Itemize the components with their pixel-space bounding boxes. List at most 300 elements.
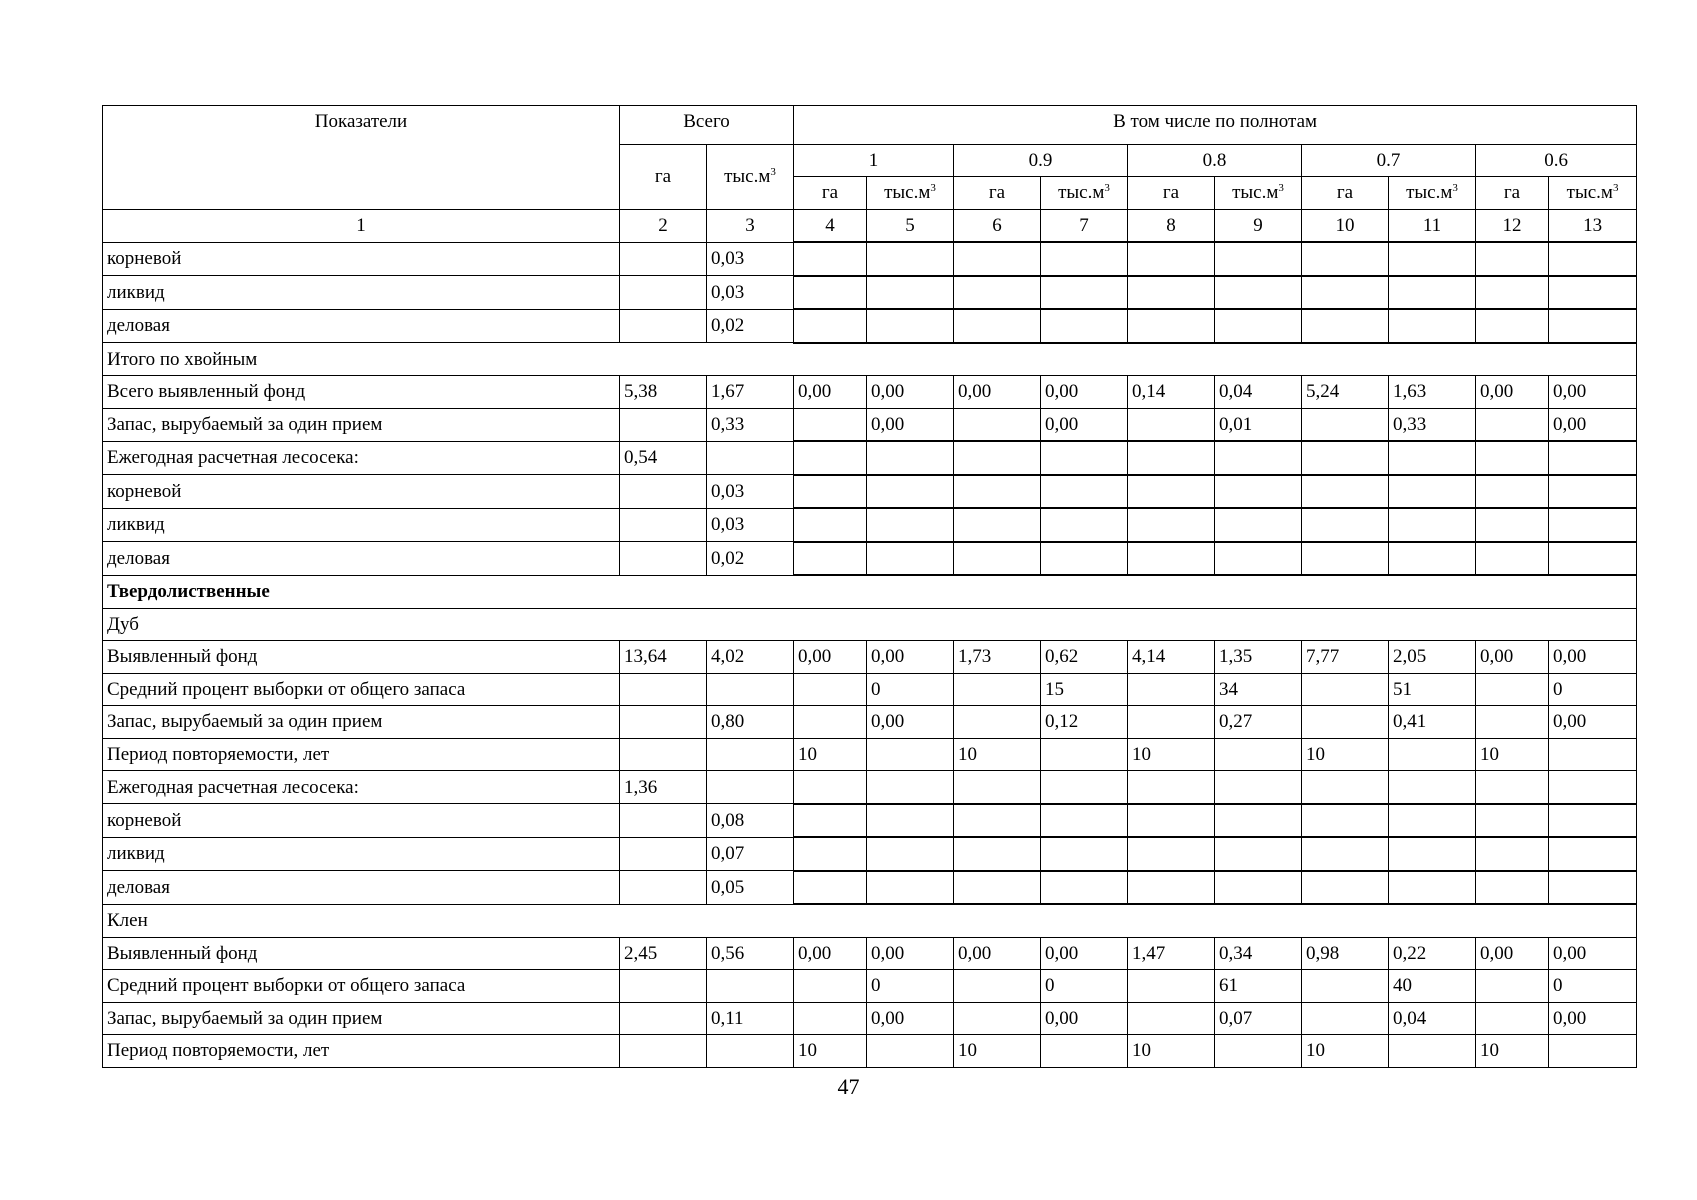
- unit-vol-header: [1041, 177, 1128, 210]
- table-cell: [1389, 771, 1476, 804]
- table-cell: [1476, 508, 1549, 542]
- unit-vol-header: [867, 177, 954, 210]
- table-cell: [954, 508, 1041, 542]
- table-cell: [620, 738, 707, 771]
- table-cell: [867, 837, 954, 871]
- table-cell: 0,00: [794, 641, 867, 674]
- table-cell: [1041, 804, 1128, 838]
- table-cell: 0,00: [867, 706, 954, 739]
- table-row: [103, 276, 1637, 310]
- table-cell: [1215, 508, 1302, 542]
- table-cell: [1128, 706, 1215, 739]
- table-cell: [1128, 804, 1215, 838]
- indicators-header: Показатели: [103, 106, 620, 210]
- table-cell: [1389, 475, 1476, 509]
- table-cell: 5,24: [1302, 376, 1389, 409]
- table-cell: 0,22: [1389, 937, 1476, 970]
- by-density-header: В том числе по полнотам: [794, 106, 1637, 145]
- table-cell: [1215, 771, 1302, 804]
- table-cell: 15: [1041, 673, 1128, 706]
- table-cell: [1549, 542, 1637, 576]
- table-cell: 0,01: [1215, 408, 1302, 441]
- table-row: [103, 242, 1637, 276]
- unit-ha-header: га: [1476, 177, 1549, 210]
- table-cell: [1549, 837, 1637, 871]
- table-cell: [1476, 804, 1549, 838]
- row-label: Выявленный фонд: [103, 641, 620, 674]
- page-number: 47: [837, 1074, 860, 1099]
- table-cell: [1215, 242, 1302, 276]
- table-cell: 0,00: [1041, 937, 1128, 970]
- section-label: Твердолиственные: [103, 575, 1637, 608]
- table-cell: [794, 1002, 867, 1035]
- unit-superscript: 3: [1612, 182, 1619, 195]
- table-cell: [1302, 673, 1389, 706]
- table-row: [103, 706, 1637, 739]
- table-cell: [1302, 441, 1389, 475]
- table-cell: 4,14: [1128, 641, 1215, 674]
- table-cell: 0,00: [867, 1002, 954, 1035]
- table-cell: [1128, 242, 1215, 276]
- row-label: Запас, вырубаемый за один прием: [103, 1002, 620, 1035]
- table-cell: [1041, 542, 1128, 576]
- table-cell: [954, 871, 1041, 905]
- table-cell: [1549, 771, 1637, 804]
- table-cell: [620, 309, 707, 343]
- density-header: 0.8: [1128, 144, 1302, 177]
- total-header: Всего: [620, 106, 794, 145]
- table-cell: [954, 804, 1041, 838]
- table-cell: [794, 970, 867, 1003]
- row-label: деловая: [103, 542, 620, 576]
- table-cell: [620, 1002, 707, 1035]
- unit-label: тыс.м: [1232, 182, 1279, 204]
- section-row: [103, 575, 1637, 608]
- table-cell: 0,00: [1549, 641, 1637, 674]
- table-cell: [620, 837, 707, 871]
- table-cell: [1128, 542, 1215, 576]
- table-row: [103, 738, 1637, 771]
- table-cell: [1389, 309, 1476, 343]
- header-row-1: [103, 106, 1637, 145]
- unit-label: тыс.м: [724, 166, 771, 187]
- table-cell: [954, 276, 1041, 310]
- table-cell: 4,02: [707, 641, 794, 674]
- table-row: [103, 408, 1637, 441]
- row-label: корневой: [103, 242, 620, 276]
- table-cell: [1476, 673, 1549, 706]
- unit-label: тыс.м: [884, 182, 931, 204]
- table-cell: [954, 706, 1041, 739]
- column-number: 9: [1215, 209, 1302, 242]
- density-header: 0.6: [1476, 144, 1637, 177]
- table-cell: [954, 408, 1041, 441]
- table-cell: 1,35: [1215, 641, 1302, 674]
- table-cell: 0,62: [1041, 641, 1128, 674]
- table-cell: 0,02: [707, 542, 794, 576]
- table-cell: [954, 1002, 1041, 1035]
- table-row: [103, 376, 1637, 409]
- table-cell: 0,00: [1041, 408, 1128, 441]
- table-cell: [954, 441, 1041, 475]
- table-cell: [1476, 441, 1549, 475]
- table-cell: 2,45: [620, 937, 707, 970]
- table-cell: 0,33: [707, 408, 794, 441]
- column-number: 1: [103, 209, 620, 242]
- table-cell: [1476, 242, 1549, 276]
- table-cell: [794, 771, 867, 804]
- table-cell: [1215, 309, 1302, 343]
- unit-ha-header: га: [1302, 177, 1389, 210]
- table-cell: [794, 309, 867, 343]
- column-numbers-row: [103, 209, 1637, 242]
- table-cell: 0,00: [1476, 641, 1549, 674]
- table-cell: 40: [1389, 970, 1476, 1003]
- table-cell: [1389, 871, 1476, 905]
- table-cell: [1041, 441, 1128, 475]
- row-label: Средний процент выборки от общего запаса: [103, 673, 620, 706]
- table-cell: 0,00: [1549, 1002, 1637, 1035]
- table-cell: 0,00: [1041, 376, 1128, 409]
- column-number: 2: [620, 209, 707, 242]
- table-cell: [1215, 441, 1302, 475]
- row-label: Запас, вырубаемый за один прием: [103, 706, 620, 739]
- table-cell: [1215, 542, 1302, 576]
- table-cell: [867, 542, 954, 576]
- table-cell: [1128, 309, 1215, 343]
- table-cell: [1476, 871, 1549, 905]
- table-cell: [1302, 871, 1389, 905]
- unit-label: тыс.м: [1058, 182, 1105, 204]
- table-cell: 10: [954, 1035, 1041, 1068]
- table-cell: [620, 673, 707, 706]
- table-cell: [954, 673, 1041, 706]
- table-cell: 0,00: [867, 641, 954, 674]
- table-cell: 13,64: [620, 641, 707, 674]
- table-cell: [620, 242, 707, 276]
- table-cell: 0,00: [1476, 376, 1549, 409]
- table-cell: [1041, 309, 1128, 343]
- row-label: корневой: [103, 475, 620, 509]
- table-cell: 1,47: [1128, 937, 1215, 970]
- unit-superscript: 3: [1278, 182, 1284, 195]
- column-number: 5: [867, 209, 954, 242]
- table-row: [103, 508, 1637, 542]
- table-cell: [1389, 276, 1476, 310]
- table-cell: [1302, 475, 1389, 509]
- row-label: деловая: [103, 309, 620, 343]
- table-cell: [1476, 309, 1549, 343]
- table-cell: 61: [1215, 970, 1302, 1003]
- table-cell: [620, 475, 707, 509]
- table-cell: [1476, 542, 1549, 576]
- table-cell: 1,67: [707, 376, 794, 409]
- density-header: 0.7: [1302, 144, 1476, 177]
- table-cell: 10: [1128, 738, 1215, 771]
- table-cell: [1389, 441, 1476, 475]
- table-cell: [1215, 738, 1302, 771]
- section-label: Итого по хвойным: [103, 343, 1637, 376]
- table-cell: [620, 276, 707, 310]
- row-label: корневой: [103, 804, 620, 838]
- table-row: [103, 641, 1637, 674]
- table-cell: [867, 508, 954, 542]
- table-cell: [620, 408, 707, 441]
- table-cell: [1549, 309, 1637, 343]
- table-body: [103, 242, 1637, 1067]
- table-cell: [867, 276, 954, 310]
- table-cell: [620, 804, 707, 838]
- table-row: [103, 1002, 1637, 1035]
- table-cell: 0: [867, 673, 954, 706]
- table-cell: 0,00: [867, 376, 954, 409]
- table-cell: [794, 408, 867, 441]
- table-cell: [1389, 242, 1476, 276]
- table-row: [103, 441, 1637, 475]
- table-cell: [1041, 771, 1128, 804]
- table-cell: 10: [1302, 1035, 1389, 1068]
- row-label: ликвид: [103, 276, 620, 310]
- table-cell: 0,07: [1215, 1002, 1302, 1035]
- table-cell: [1389, 542, 1476, 576]
- row-label: Ежегодная расчетная лесосека:: [103, 771, 620, 804]
- table-row: [103, 475, 1637, 509]
- table-cell: 0,02: [707, 309, 794, 343]
- column-number: 4: [794, 209, 867, 242]
- table-cell: [954, 242, 1041, 276]
- table-cell: 10: [1128, 1035, 1215, 1068]
- table-cell: [794, 871, 867, 905]
- table-cell: [1215, 804, 1302, 838]
- column-number: 8: [1128, 209, 1215, 242]
- table-cell: 0: [1549, 970, 1637, 1003]
- table-cell: [794, 673, 867, 706]
- table-cell: 0,05: [707, 871, 794, 905]
- table-cell: 0,00: [1476, 937, 1549, 970]
- table-cell: [954, 771, 1041, 804]
- table-cell: [620, 871, 707, 905]
- table-cell: [1476, 475, 1549, 509]
- table-cell: 0,07: [707, 837, 794, 871]
- table-cell: 0,80: [707, 706, 794, 739]
- table-cell: [794, 475, 867, 509]
- unit-label: тыс.м: [1406, 182, 1453, 204]
- table-cell: [1389, 1035, 1476, 1068]
- table-cell: [1128, 673, 1215, 706]
- column-number: 10: [1302, 209, 1389, 242]
- row-label: Запас, вырубаемый за один прием: [103, 408, 620, 441]
- table-cell: [794, 242, 867, 276]
- table-cell: [954, 475, 1041, 509]
- table-cell: [1128, 408, 1215, 441]
- table-cell: [1389, 837, 1476, 871]
- table-cell: [1128, 970, 1215, 1003]
- table-cell: [1476, 970, 1549, 1003]
- table-cell: 0,33: [1389, 408, 1476, 441]
- table-cell: 0,08: [707, 804, 794, 838]
- table-cell: 0,00: [1549, 937, 1637, 970]
- table-row: [103, 673, 1637, 706]
- table-cell: 0,34: [1215, 937, 1302, 970]
- table-cell: 0: [1041, 970, 1128, 1003]
- table-cell: [1302, 706, 1389, 739]
- table-cell: [1549, 475, 1637, 509]
- table-cell: [1302, 242, 1389, 276]
- unit-ha-header: га: [954, 177, 1041, 210]
- table-cell: [1476, 771, 1549, 804]
- table-cell: [1302, 408, 1389, 441]
- density-header: 1: [794, 144, 954, 177]
- unit-vol-header: [1389, 177, 1476, 210]
- section-label: Клен: [103, 904, 1637, 937]
- table-cell: 0,03: [707, 475, 794, 509]
- table-cell: [1476, 706, 1549, 739]
- unit-superscript: 3: [770, 166, 776, 178]
- table-row: [103, 542, 1637, 576]
- table-cell: 0,00: [1549, 706, 1637, 739]
- table-row: [103, 937, 1637, 970]
- table-cell: [1041, 1035, 1128, 1068]
- table-cell: 10: [794, 1035, 867, 1068]
- table-cell: [1041, 871, 1128, 905]
- table-cell: [1128, 871, 1215, 905]
- table-cell: 1,73: [954, 641, 1041, 674]
- table-cell: [707, 738, 794, 771]
- table-cell: [1215, 1035, 1302, 1068]
- table-row: [103, 871, 1637, 905]
- unit-vol-header: [1215, 177, 1302, 210]
- table-cell: [1302, 804, 1389, 838]
- row-label: Выявленный фонд: [103, 937, 620, 970]
- table-cell: 0: [1549, 673, 1637, 706]
- table-cell: [1549, 508, 1637, 542]
- table-row: [103, 837, 1637, 871]
- total-ha-header: га: [620, 144, 707, 209]
- table-cell: [1389, 738, 1476, 771]
- row-label: Ежегодная расчетная лесосека:: [103, 441, 620, 475]
- table-cell: 10: [1476, 738, 1549, 771]
- table-row: [103, 309, 1637, 343]
- row-label: ликвид: [103, 508, 620, 542]
- row-label: Период повторяемости, лет: [103, 738, 620, 771]
- table-cell: [794, 441, 867, 475]
- column-number: 7: [1041, 209, 1128, 242]
- table-cell: 0,12: [1041, 706, 1128, 739]
- table-cell: 0,00: [1549, 376, 1637, 409]
- table-cell: [707, 441, 794, 475]
- table-cell: [1041, 738, 1128, 771]
- table-cell: [1302, 276, 1389, 310]
- table-cell: 0,27: [1215, 706, 1302, 739]
- table-cell: 0,56: [707, 937, 794, 970]
- table-cell: [1389, 804, 1476, 838]
- table-cell: [1302, 837, 1389, 871]
- unit-superscript: 3: [930, 182, 936, 195]
- table-cell: [794, 706, 867, 739]
- table-cell: [1302, 508, 1389, 542]
- table-cell: [620, 1035, 707, 1068]
- row-label: ликвид: [103, 837, 620, 871]
- table-cell: 0,00: [794, 376, 867, 409]
- row-label: Всего выявленный фонд: [103, 376, 620, 409]
- table-cell: [1041, 475, 1128, 509]
- table-cell: [794, 276, 867, 310]
- table-cell: [954, 309, 1041, 343]
- table-cell: [867, 804, 954, 838]
- table-cell: 0,00: [954, 937, 1041, 970]
- table-cell: [1549, 1035, 1637, 1068]
- table-cell: [867, 475, 954, 509]
- row-label: Средний процент выборки от общего запаса: [103, 970, 620, 1003]
- table-cell: 0,14: [1128, 376, 1215, 409]
- table-cell: 0,00: [867, 408, 954, 441]
- table-cell: 51: [1389, 673, 1476, 706]
- table-cell: [1128, 276, 1215, 310]
- table-cell: [620, 970, 707, 1003]
- table-cell: 1,63: [1389, 376, 1476, 409]
- unit-superscript: 3: [1452, 182, 1458, 195]
- table-cell: [1128, 1002, 1215, 1035]
- table-cell: 0,03: [707, 508, 794, 542]
- table-cell: 0,00: [1549, 408, 1637, 441]
- table-cell: [1549, 441, 1637, 475]
- table-cell: [1476, 408, 1549, 441]
- table-cell: 10: [1302, 738, 1389, 771]
- table-cell: [707, 970, 794, 1003]
- table-cell: [794, 804, 867, 838]
- table-cell: 0,11: [707, 1002, 794, 1035]
- section-row: [103, 608, 1637, 641]
- column-number: 13: [1549, 209, 1637, 242]
- table-cell: [954, 542, 1041, 576]
- table-cell: 1,36: [620, 771, 707, 804]
- table-cell: 5,38: [620, 376, 707, 409]
- total-vol-header: [707, 144, 794, 209]
- table-cell: [1041, 837, 1128, 871]
- section-row: [103, 904, 1637, 937]
- table-cell: 0,03: [707, 242, 794, 276]
- table-row: [103, 970, 1637, 1003]
- table-cell: [1128, 441, 1215, 475]
- table-cell: [794, 542, 867, 576]
- table-cell: 10: [794, 738, 867, 771]
- table-cell: 7,77: [1302, 641, 1389, 674]
- table-cell: [1128, 837, 1215, 871]
- table-cell: 0,00: [1041, 1002, 1128, 1035]
- table-cell: 0,00: [954, 376, 1041, 409]
- column-number: 6: [954, 209, 1041, 242]
- unit-ha-header: га: [1128, 177, 1215, 210]
- table-row: [103, 771, 1637, 804]
- table-cell: [867, 441, 954, 475]
- table-cell: [1549, 276, 1637, 310]
- unit-label: тыс.м: [1566, 182, 1613, 204]
- table-cell: [1476, 276, 1549, 310]
- table-cell: 0,00: [794, 937, 867, 970]
- table-cell: [707, 771, 794, 804]
- table-cell: [1128, 475, 1215, 509]
- table-cell: [1215, 276, 1302, 310]
- table-cell: [1549, 242, 1637, 276]
- table-cell: [867, 738, 954, 771]
- table-cell: 0,00: [867, 937, 954, 970]
- table-cell: [620, 508, 707, 542]
- row-label: деловая: [103, 871, 620, 905]
- table-cell: [794, 508, 867, 542]
- table-row: [103, 804, 1637, 838]
- section-row: [103, 343, 1637, 376]
- column-number: 3: [707, 209, 794, 242]
